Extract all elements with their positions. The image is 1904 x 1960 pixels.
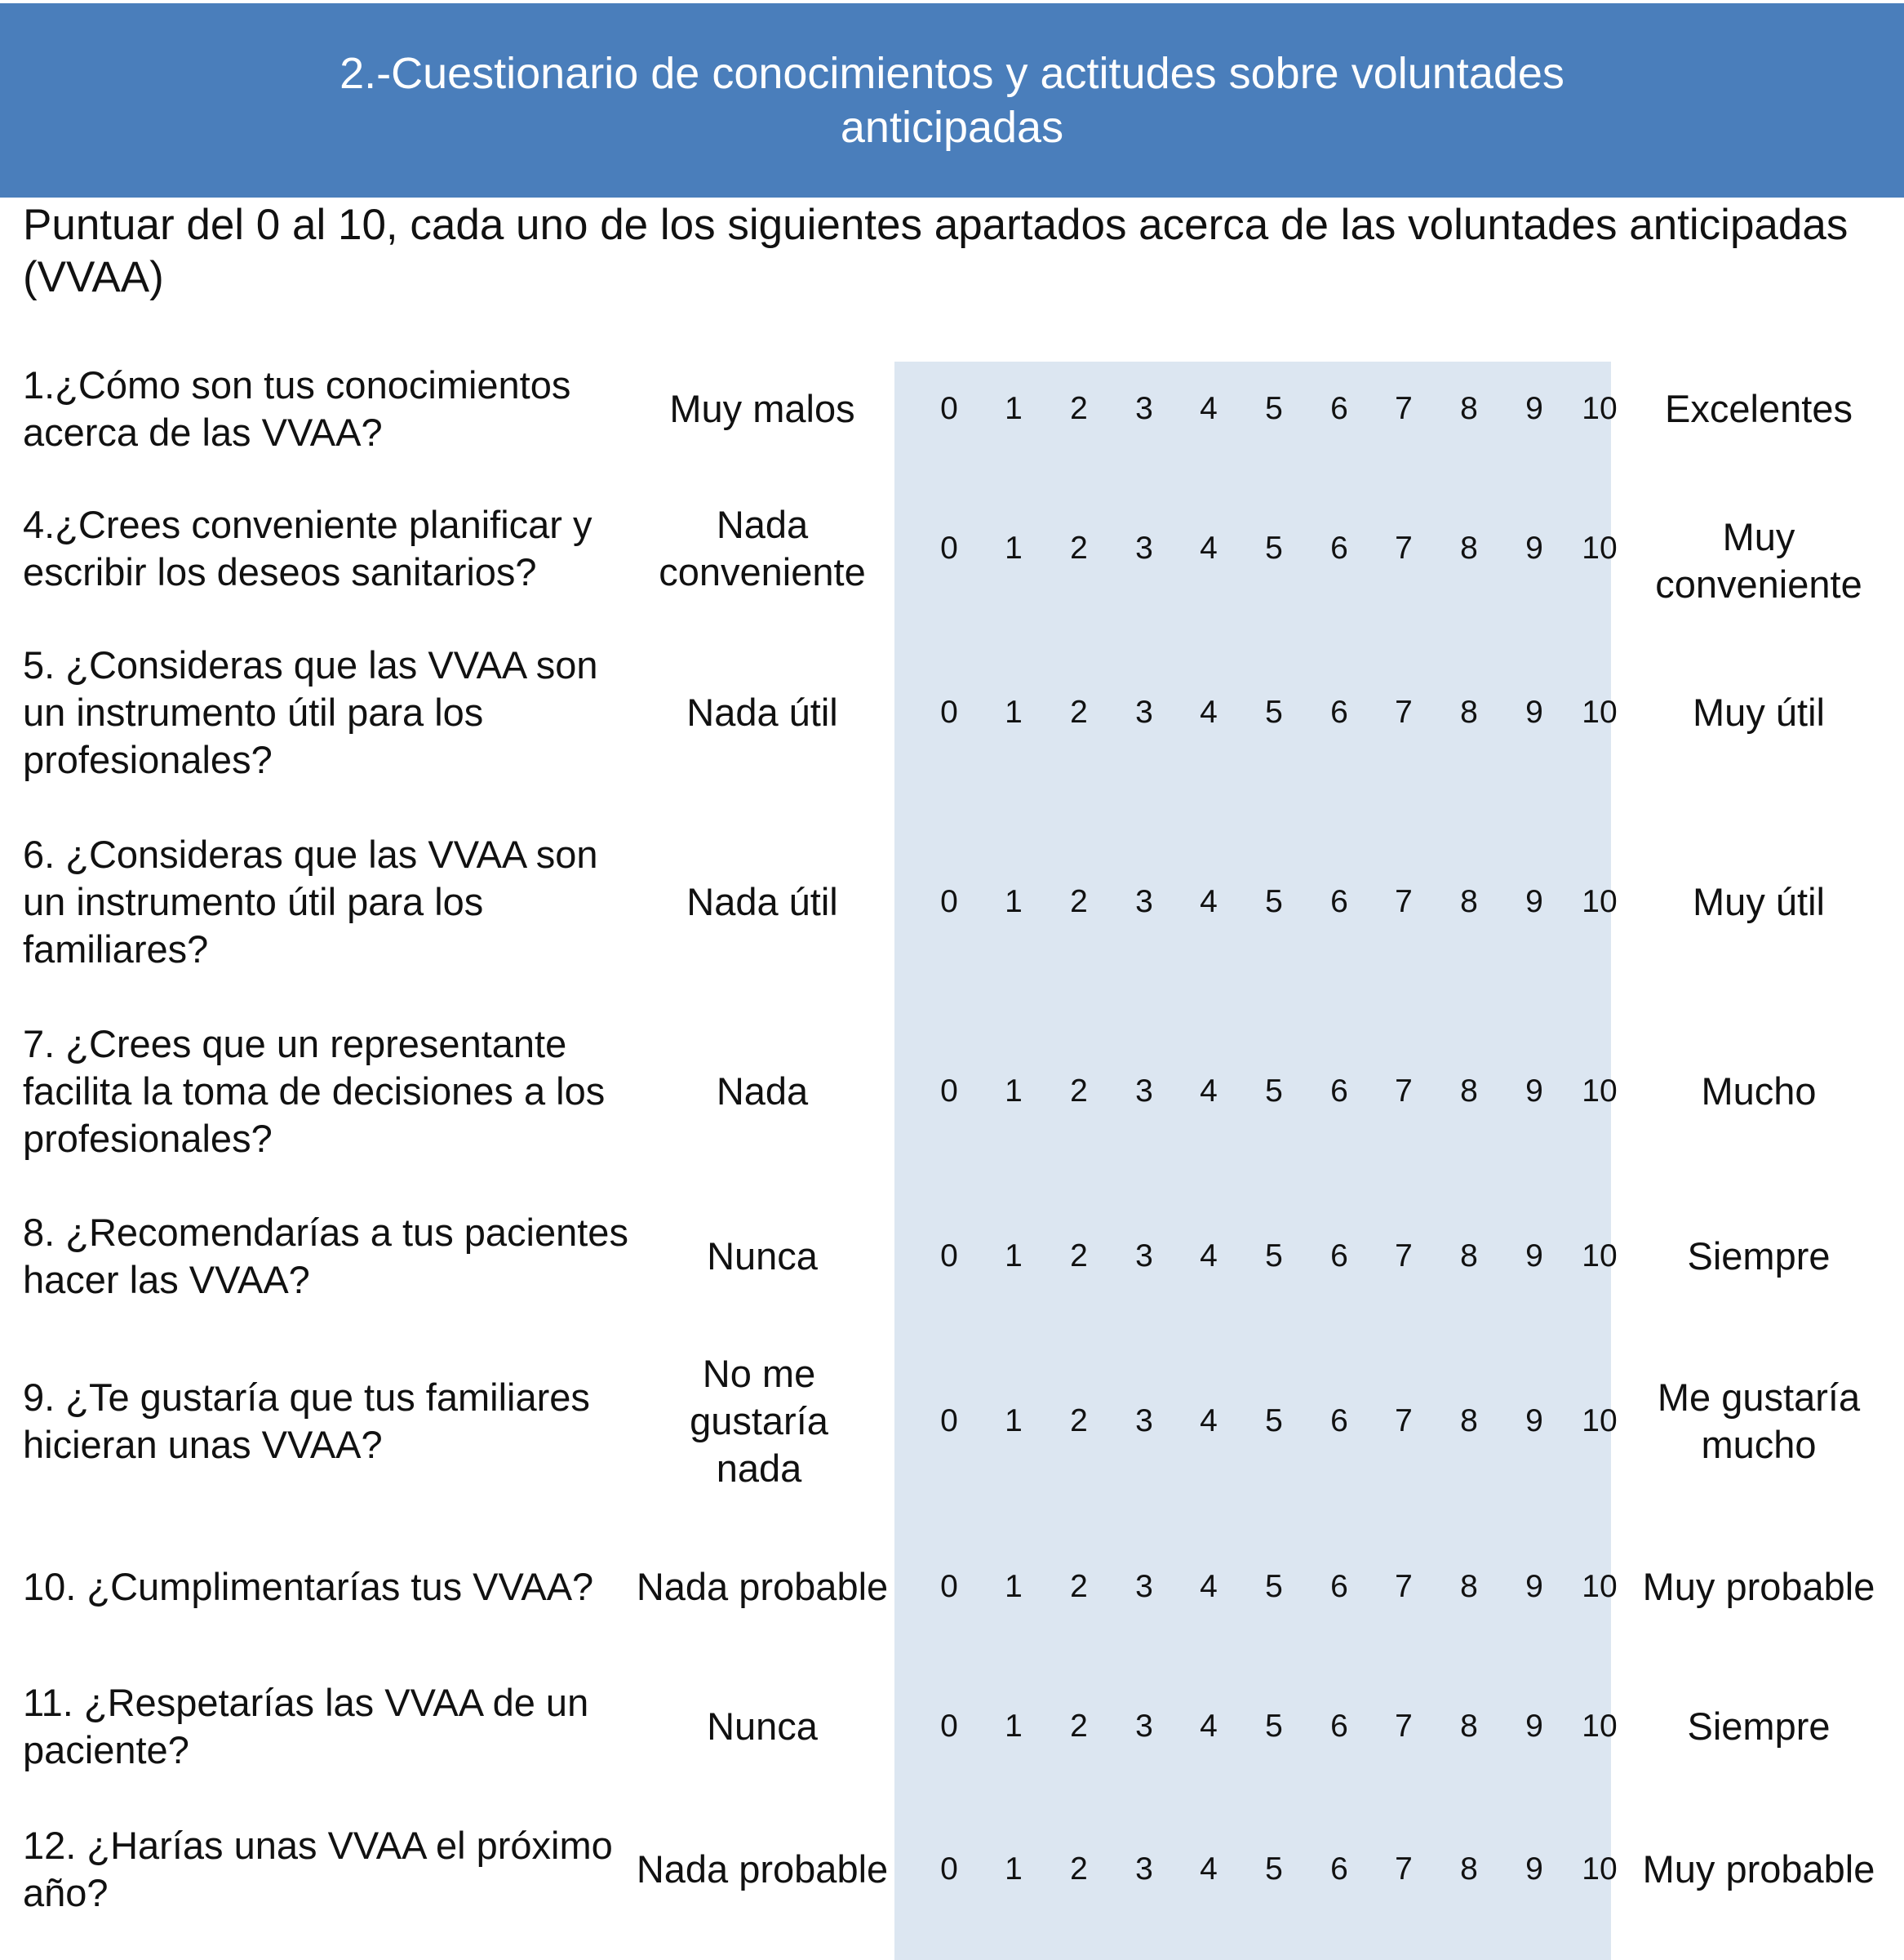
- question-text: 8. ¿Recomendarías a tus pacientes hacer las VVAA?: [23, 1211, 628, 1301]
- rating-option-5[interactable]: 5: [1265, 1569, 1283, 1604]
- rating-option-6[interactable]: 6: [1330, 391, 1348, 426]
- rating-option-0[interactable]: 0: [940, 531, 958, 566]
- rating-option-7[interactable]: 7: [1395, 531, 1413, 566]
- rating-scale: [894, 1345, 1618, 1497]
- high-anchor-label: Me gustaría mucho: [1657, 1376, 1861, 1466]
- rating-option-10[interactable]: 10: [1582, 1073, 1618, 1109]
- rating-option-8[interactable]: 8: [1460, 531, 1478, 566]
- rating-option-6[interactable]: 6: [1330, 884, 1348, 919]
- low-anchor-label: Muy malos: [669, 387, 855, 430]
- rating-option-1[interactable]: 1: [1005, 531, 1023, 566]
- low-anchor-label: Nunca: [707, 1704, 818, 1748]
- rating-option-0[interactable]: 0: [940, 884, 958, 919]
- rating-scale: [894, 1205, 1618, 1308]
- rating-option-10[interactable]: 10: [1582, 1709, 1618, 1744]
- rating-option-2[interactable]: 2: [1070, 1403, 1088, 1438]
- rating-option-4[interactable]: 4: [1200, 1569, 1218, 1604]
- rating-option-6[interactable]: 6: [1330, 695, 1348, 730]
- rating-option-7[interactable]: 7: [1395, 1851, 1413, 1887]
- rating-option-5[interactable]: 5: [1265, 695, 1283, 730]
- rating-option-3[interactable]: 3: [1135, 1709, 1153, 1744]
- rating-option-9[interactable]: 9: [1525, 391, 1543, 426]
- question-row-3: [0, 637, 1904, 789]
- questionnaire-title: 2.-Cuestionario de conocimientos y actitudes sobre voluntades anticipadas: [340, 49, 1564, 152]
- low-anchor-label: Nunca: [707, 1234, 818, 1278]
- high-anchor-label: Siempre: [1687, 1234, 1831, 1278]
- low-anchor-label: Nada: [716, 1069, 809, 1113]
- low-anchor-label: Nada útil: [686, 880, 838, 923]
- rating-option-7[interactable]: 7: [1395, 884, 1413, 919]
- rating-option-0[interactable]: 0: [940, 391, 958, 426]
- rating-option-8[interactable]: 8: [1460, 884, 1478, 919]
- rating-option-1[interactable]: 1: [1005, 1851, 1023, 1887]
- rating-option-1[interactable]: 1: [1005, 1238, 1023, 1273]
- rating-option-1[interactable]: 1: [1005, 884, 1023, 919]
- rating-option-1[interactable]: 1: [1005, 1709, 1023, 1744]
- rating-option-2[interactable]: 2: [1070, 1851, 1088, 1887]
- rating-option-5[interactable]: 5: [1265, 884, 1283, 919]
- question-row-1: [0, 362, 1904, 456]
- rating-option-6[interactable]: 6: [1330, 1073, 1348, 1109]
- rating-option-10[interactable]: 10: [1582, 884, 1618, 919]
- low-anchor-label: Nada conveniente: [659, 503, 866, 593]
- rating-scale: [894, 1531, 1618, 1642]
- instructions-text: Puntuar del 0 al 10, cada uno de los siguientes apartados acerca de las voluntades anticipadas (VVAA): [23, 201, 1849, 301]
- rating-option-8[interactable]: 8: [1460, 1851, 1478, 1887]
- rating-option-8[interactable]: 8: [1460, 695, 1478, 730]
- rating-option-2[interactable]: 2: [1070, 1073, 1088, 1109]
- rating-option-10[interactable]: 10: [1582, 1569, 1618, 1604]
- rating-option-2[interactable]: 2: [1070, 1709, 1088, 1744]
- high-anchor-label: Siempre: [1687, 1704, 1831, 1748]
- rating-option-3[interactable]: 3: [1135, 695, 1153, 730]
- low-anchor-label: No me gustaría nada: [690, 1352, 828, 1490]
- rating-option-4[interactable]: 4: [1200, 884, 1218, 919]
- rating-option-10[interactable]: 10: [1582, 531, 1618, 566]
- rating-option-0[interactable]: 0: [940, 1851, 958, 1887]
- rating-option-6[interactable]: 6: [1330, 531, 1348, 566]
- rating-option-8[interactable]: 8: [1460, 391, 1478, 426]
- rating-option-0[interactable]: 0: [940, 1709, 958, 1744]
- high-anchor-label: Muy útil: [1693, 691, 1825, 734]
- rating-option-9[interactable]: 9: [1525, 531, 1543, 566]
- rating-option-7[interactable]: 7: [1395, 1569, 1413, 1604]
- rating-option-5[interactable]: 5: [1265, 1709, 1283, 1744]
- rating-option-6[interactable]: 6: [1330, 1709, 1348, 1744]
- rating-option-1[interactable]: 1: [1005, 1403, 1023, 1438]
- rating-option-5[interactable]: 5: [1265, 1238, 1283, 1273]
- rating-option-6[interactable]: 6: [1330, 1851, 1348, 1887]
- question-row-7: [0, 1345, 1904, 1497]
- question-text: 10. ¿Cumplimentarías tus VVAA?: [23, 1565, 594, 1608]
- rating-option-3[interactable]: 3: [1135, 1851, 1153, 1887]
- rating-scale: [894, 826, 1618, 978]
- high-anchor-label: Mucho: [1701, 1069, 1817, 1113]
- rating-option-2[interactable]: 2: [1070, 391, 1088, 426]
- rating-option-9[interactable]: 9: [1525, 1851, 1543, 1887]
- question-row-10: [0, 1814, 1904, 1925]
- rating-option-8[interactable]: 8: [1460, 1569, 1478, 1604]
- rating-option-3[interactable]: 3: [1135, 1238, 1153, 1273]
- high-anchor-label: Muy conveniente: [1655, 515, 1862, 606]
- rating-scale: [894, 637, 1618, 789]
- rating-option-7[interactable]: 7: [1395, 1238, 1413, 1273]
- rating-option-7[interactable]: 7: [1395, 1403, 1413, 1438]
- rating-option-5[interactable]: 5: [1265, 1073, 1283, 1109]
- rating-option-4[interactable]: 4: [1200, 1709, 1218, 1744]
- questionnaire-header: [0, 3, 1904, 198]
- rating-option-4[interactable]: 4: [1200, 1851, 1218, 1887]
- rating-option-6[interactable]: 6: [1330, 1569, 1348, 1604]
- rating-option-5[interactable]: 5: [1265, 391, 1283, 426]
- rating-option-9[interactable]: 9: [1525, 1569, 1543, 1604]
- rating-option-0[interactable]: 0: [940, 695, 958, 730]
- rating-option-0[interactable]: 0: [940, 1238, 958, 1273]
- rating-option-1[interactable]: 1: [1005, 695, 1023, 730]
- rating-option-1[interactable]: 1: [1005, 1073, 1023, 1109]
- rating-option-6[interactable]: 6: [1330, 1403, 1348, 1438]
- question-text: 6. ¿Consideras que las VVAA son un instrumento útil para los familiares?: [23, 833, 598, 971]
- rating-option-6[interactable]: 6: [1330, 1238, 1348, 1273]
- rating-option-10[interactable]: 10: [1582, 1851, 1618, 1887]
- rating-option-8[interactable]: 8: [1460, 1073, 1478, 1109]
- rating-option-4[interactable]: 4: [1200, 1238, 1218, 1273]
- rating-option-9[interactable]: 9: [1525, 695, 1543, 730]
- rating-option-9[interactable]: 9: [1525, 1709, 1543, 1744]
- rating-option-0[interactable]: 0: [940, 1569, 958, 1604]
- rating-option-8[interactable]: 8: [1460, 1238, 1478, 1273]
- rating-option-7[interactable]: 7: [1395, 391, 1413, 426]
- rating-option-1[interactable]: 1: [1005, 1569, 1023, 1604]
- rating-option-3[interactable]: 3: [1135, 531, 1153, 566]
- rating-option-4[interactable]: 4: [1200, 531, 1218, 566]
- high-anchor-label: Muy útil: [1693, 880, 1825, 923]
- rating-option-2[interactable]: 2: [1070, 1569, 1088, 1604]
- rating-option-1[interactable]: 1: [1005, 391, 1023, 426]
- question-text: 11. ¿Respetarías las VVAA de un paciente?: [23, 1681, 589, 1771]
- rating-option-0[interactable]: 0: [940, 1403, 958, 1438]
- rating-scale: [894, 1675, 1618, 1778]
- question-row-6: [0, 1205, 1904, 1308]
- question-row-2: [0, 489, 1904, 608]
- rating-option-5[interactable]: 5: [1265, 531, 1283, 566]
- rating-option-9[interactable]: 9: [1525, 1403, 1543, 1438]
- rating-option-3[interactable]: 3: [1135, 391, 1153, 426]
- rating-option-7[interactable]: 7: [1395, 695, 1413, 730]
- question-row-8: [0, 1531, 1904, 1642]
- rating-option-7[interactable]: 7: [1395, 1709, 1413, 1744]
- low-anchor-label: Nada útil: [686, 691, 838, 734]
- rating-scale: [894, 489, 1618, 608]
- rating-option-9[interactable]: 9: [1525, 1073, 1543, 1109]
- rating-option-0[interactable]: 0: [940, 1073, 958, 1109]
- rating-option-10[interactable]: 10: [1582, 695, 1618, 730]
- question-text: 4.¿Crees conveniente planificar y escribir los deseos sanitarios?: [23, 503, 593, 593]
- high-anchor-label: Muy probable: [1642, 1565, 1875, 1608]
- rating-option-10[interactable]: 10: [1582, 391, 1618, 426]
- rating-option-4[interactable]: 4: [1200, 695, 1218, 730]
- high-anchor-label: Excelentes: [1665, 387, 1853, 430]
- rating-option-10[interactable]: 10: [1582, 1238, 1618, 1273]
- question-row-5: [0, 1016, 1904, 1167]
- rating-option-5[interactable]: 5: [1265, 1403, 1283, 1438]
- rating-option-3[interactable]: 3: [1135, 1569, 1153, 1604]
- rating-option-4[interactable]: 4: [1200, 1403, 1218, 1438]
- rating-option-9[interactable]: 9: [1525, 884, 1543, 919]
- question-text: 1.¿Cómo son tus conocimientos acerca de las VVAA?: [23, 363, 571, 454]
- high-anchor-label: Muy probable: [1642, 1847, 1875, 1891]
- question-text: 7. ¿Crees que un representante facilita la toma de decisiones a los profesionales?: [23, 1022, 606, 1160]
- low-anchor-label: Nada probable: [636, 1847, 889, 1891]
- rating-option-3[interactable]: 3: [1135, 1403, 1153, 1438]
- question-text: 12. ¿Harías unas VVAA el próximo año?: [23, 1824, 613, 1914]
- rating-option-4[interactable]: 4: [1200, 391, 1218, 426]
- question-text: 9. ¿Te gustaría que tus familiares hicieran unas VVAA?: [23, 1376, 590, 1466]
- rating-option-8[interactable]: 8: [1460, 1709, 1478, 1744]
- rating-option-2[interactable]: 2: [1070, 884, 1088, 919]
- question-text: 5. ¿Consideras que las VVAA son un instrumento útil para los profesionales?: [23, 643, 598, 781]
- rating-option-4[interactable]: 4: [1200, 1073, 1218, 1109]
- rating-option-8[interactable]: 8: [1460, 1403, 1478, 1438]
- rating-scale: [894, 362, 1618, 456]
- rating-option-2[interactable]: 2: [1070, 531, 1088, 566]
- rating-option-7[interactable]: 7: [1395, 1073, 1413, 1109]
- rating-option-10[interactable]: 10: [1582, 1403, 1618, 1438]
- rating-option-9[interactable]: 9: [1525, 1238, 1543, 1273]
- low-anchor-label: Nada probable: [636, 1565, 889, 1608]
- rating-scale: [894, 1814, 1618, 1925]
- rating-scale: [894, 1016, 1618, 1167]
- rating-option-5[interactable]: 5: [1265, 1851, 1283, 1887]
- question-row-4: [0, 826, 1904, 978]
- rating-option-3[interactable]: 3: [1135, 884, 1153, 919]
- rating-option-2[interactable]: 2: [1070, 695, 1088, 730]
- rating-option-3[interactable]: 3: [1135, 1073, 1153, 1109]
- rating-option-2[interactable]: 2: [1070, 1238, 1088, 1273]
- question-row-9: [0, 1675, 1904, 1778]
